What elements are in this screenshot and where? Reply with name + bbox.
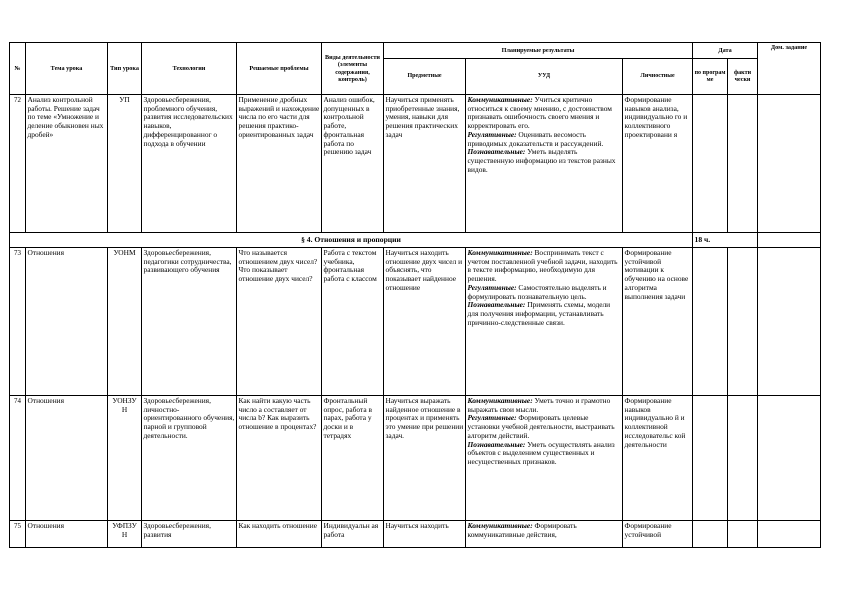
uud-text: Воспринимать текст с учетом поставленной учебной задачи, находить в тексте информацию, необходимую для решения. (467, 248, 618, 284)
row-personal: Формирование навыков анализа, индивидуально го и коллективного проектировани я (623, 95, 693, 233)
header-planned: Планируемые результаты (384, 43, 693, 59)
uud-label: Коммуникативные: (467, 95, 533, 104)
uud-text: Уметь точно и грамотно выражать свои мысли. (467, 396, 611, 414)
row-topic: Отношения (26, 521, 108, 548)
row-activity: Работа с текстом учебника, фронтальная работа с классом (322, 248, 384, 396)
uud-text: Оценивать весомость приводимых доказательств и рассуждений. (467, 129, 604, 148)
row-personal: Формирование устойчивой мотивации к обучению на основе алгоритма выполнения задачи (623, 248, 693, 396)
lesson-plan-table (9, 42, 821, 548)
header-tech: Технологии (142, 43, 237, 95)
header-subject: Предметные (384, 59, 466, 95)
row-homework (758, 248, 821, 396)
table-row (10, 95, 821, 233)
uud-text: Самостоятельно выделять и формулировать познавательную цель. (467, 282, 607, 301)
header-actual: факти чески (728, 59, 758, 95)
row-tech: Здоровьесбережения, педагогики сотрудничества, развивающего обучения (142, 248, 237, 396)
row-date-actual (728, 396, 758, 521)
row-date-plan (693, 521, 728, 548)
table-row (10, 396, 821, 521)
uud-text: Применять схемы, модели для получения информации, устанавливать причинно-следственные связи. (467, 300, 611, 327)
row-num: 72 (10, 95, 26, 233)
uud-label: Познавательные: (467, 439, 526, 449)
header-date: Дата (693, 43, 758, 59)
row-topic: Отношения (26, 248, 108, 396)
row-personal: Формирование навыков индивидуально й и коллективной исследовательс кой деятельности (623, 396, 693, 521)
section-title: § 4. Отношения и пропорции (10, 233, 693, 248)
row-type: УФПЗУ Н (108, 521, 142, 548)
row-date-plan (693, 95, 728, 233)
row-problem: Как найти какую часть число a составляет от числа b? Как выразить отношение в процентах? (237, 396, 322, 521)
row-tech: Здоровьесбережения, проблемного обучения, развития исследовательских навыков, дифференцированног о подхода в обучении (142, 95, 237, 233)
row-subject: Научиться находить отношение двух чисел и объяснять, что показывает найденное отношение (384, 248, 466, 396)
section-homework (758, 233, 821, 248)
uud-text: Формировать целевые установки учебной деятельности, выстраивать алгоритм действий. (467, 413, 615, 440)
section-row (10, 233, 821, 248)
row-uud (466, 521, 623, 548)
row-type: УОНЗУ Н (108, 396, 142, 521)
uud-text: Уметь выделять существенную информацию из текстов разных видов. (467, 147, 616, 174)
row-num: 75 (10, 521, 26, 548)
row-homework (758, 396, 821, 521)
uud-label: Коммуникативные: (467, 396, 533, 405)
uud-text: Формировать коммуникативные действия, (467, 521, 577, 539)
row-homework (758, 521, 821, 548)
uud-text: Учиться критично относиться к своему мнению, с достоинством признавать ошибочность своего мнения и корректировать его. (467, 95, 612, 131)
row-subject: Научиться применять приобретенные знания, умения, навыки для решения практических задач (384, 95, 466, 233)
table-row (10, 521, 821, 548)
row-date-actual (728, 521, 758, 548)
row-activity: Фронтальный опрос, работа в парах, работа у доски и в тетрадях (322, 396, 384, 521)
uud-label: Коммуникативные: (467, 521, 533, 530)
row-date-actual (728, 248, 758, 396)
row-activity: Индивидуальн ая работа (322, 521, 384, 548)
row-subject: Научиться выражать найденное отношение в процентах и применять это умение при решении задач. (384, 396, 466, 521)
row-problem: Что называется отношением двух чисел? Что показывает отношение двух чисел? (237, 248, 322, 396)
row-uud (466, 95, 623, 233)
section-hours: 18 ч. (693, 233, 758, 248)
uud-label: Регулятивные: (467, 282, 517, 292)
row-tech: Здоровьесбережения, развития (142, 521, 237, 548)
row-problem: Как находить отношение (237, 521, 322, 548)
row-date-actual (728, 95, 758, 233)
row-uud (466, 248, 623, 396)
header-problems: Решаемые проблемы (237, 43, 322, 95)
row-num: 74 (10, 396, 26, 521)
header-topic: Тема урока (26, 43, 108, 95)
uud-label: Регулятивные: (467, 129, 517, 139)
header-homework: Дом. задание (758, 43, 821, 95)
row-topic: Отношения (26, 396, 108, 521)
row-activity: Анализ ошибок, допущенных в контрольной работе, фронтальная работа по решению задач (322, 95, 384, 233)
table-row (10, 248, 821, 396)
row-num: 73 (10, 248, 26, 396)
row-date-plan (693, 396, 728, 521)
row-topic: Анализ контрольной работы. Решение задач по теме «Умножение и деление обыкновен ных дробей» (26, 95, 108, 233)
row-tech: Здоровьесбережения, личностно-ориентированного обучения, парной и групповой деятельности. (142, 396, 237, 521)
header-row-1 (10, 43, 821, 59)
row-type: УОНМ (108, 248, 142, 396)
uud-label: Познавательные: (467, 147, 526, 157)
header-num: № (10, 43, 26, 95)
row-uud (466, 396, 623, 521)
header-lesson-type: Тип урока (108, 43, 142, 95)
uud-text: Уметь осуществлять анализ объектов с выделением существенных и несущественных признаков. (467, 439, 615, 467)
header-activity: Виды деятельности (элементы содержания, контроль) (322, 43, 384, 95)
row-date-plan (693, 248, 728, 396)
uud-label: Познавательные: (467, 300, 526, 310)
row-type: УП (108, 95, 142, 233)
row-subject: Научиться находить (384, 521, 466, 548)
header-uud: УУД (466, 59, 623, 95)
row-problem: Применение дробных выражений и нахождение числа по его части для решения практико-ориентированных задач (237, 95, 322, 233)
uud-label: Регулятивные: (467, 413, 517, 423)
row-personal: Формирование устойчивой (623, 521, 693, 548)
row-homework (758, 95, 821, 233)
uud-label: Коммуникативные: (467, 248, 533, 257)
header-by-plan: по програм ме (693, 59, 728, 95)
header-personal: Личностные (623, 59, 693, 95)
